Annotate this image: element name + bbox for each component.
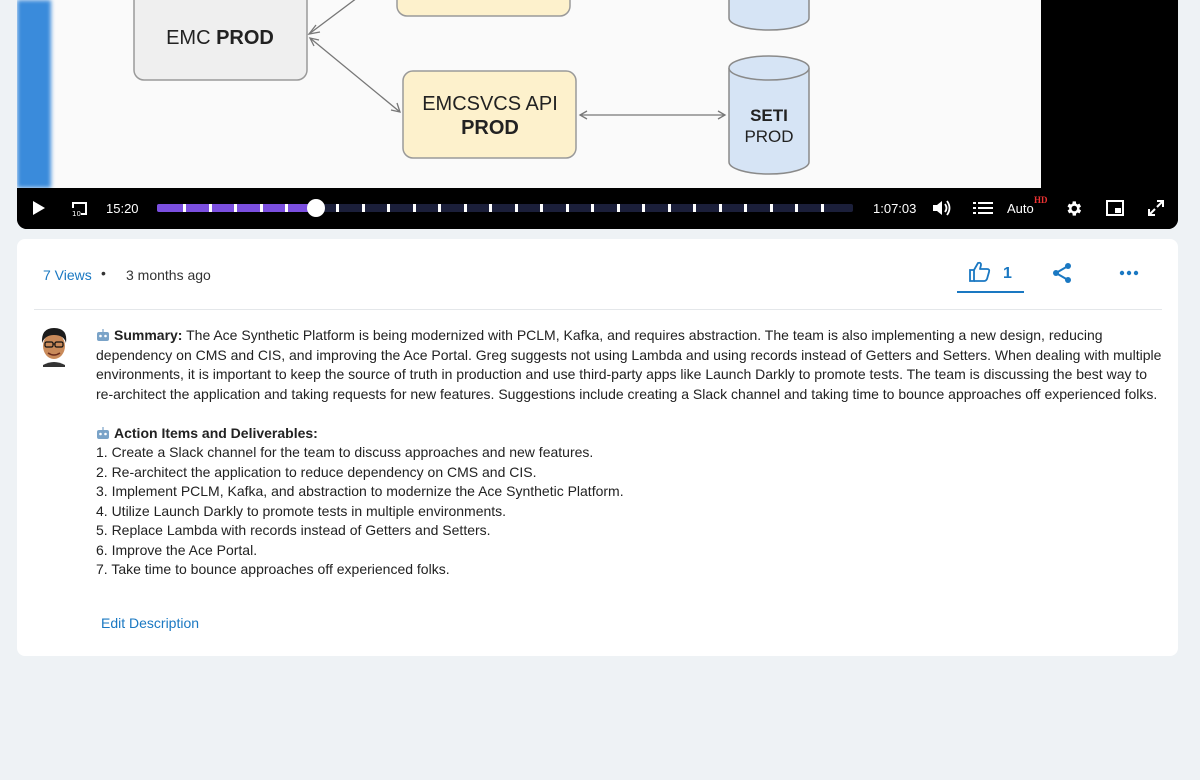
emc-prod-label: EMC PROD (166, 27, 274, 49)
chapter-marker[interactable] (693, 204, 696, 212)
posted-date: 3 months ago (126, 267, 211, 283)
edit-description-link[interactable]: Edit Description (101, 615, 200, 631)
chapter-marker[interactable] (591, 204, 594, 212)
share-icon[interactable] (1050, 261, 1074, 285)
hd-badge: HD (1034, 195, 1048, 205)
robot-emoji-icon (96, 427, 110, 439)
video-details-card (17, 239, 1178, 656)
architecture-diagram (17, 0, 1041, 188)
chapter-marker[interactable] (617, 204, 620, 212)
chapter-marker[interactable] (260, 204, 263, 212)
progress-bar[interactable] (157, 204, 853, 212)
action-item: 4. Utilize Launch Darkly to promote tests in multiple environments. (96, 502, 507, 519)
player-controls (17, 188, 1178, 229)
chapter-marker[interactable] (285, 204, 288, 212)
chapter-marker[interactable] (362, 204, 365, 212)
chapter-marker[interactable] (387, 204, 390, 212)
seti-label: SETI (750, 106, 788, 125)
action-item: 2. Re-architect the application to reduce dependency on CMS and CIS. (96, 463, 537, 480)
description (96, 326, 1166, 580)
chapter-marker[interactable] (515, 204, 518, 212)
robot-emoji-icon (96, 329, 110, 341)
chapters-icon[interactable] (973, 201, 993, 215)
action-items-heading (96, 424, 1166, 444)
action-item: 3. Implement PCLM, Kafka, and abstraction to modernize the Ace Synthetic Platform. (96, 483, 624, 499)
chapter-marker[interactable] (566, 204, 569, 212)
views-count[interactable]: 7 Views (43, 267, 92, 283)
video-frame[interactable] (17, 0, 1041, 188)
chapter-marker[interactable] (719, 204, 722, 212)
meta-row (17, 239, 1178, 309)
duration: 1:07:03 (873, 201, 917, 216)
arrow-emc-to-top (309, 0, 357, 34)
action-item: 7. Take time to bounce approaches off experienced folks. (96, 561, 450, 577)
emcsvcs-api-label: EMCSVCS API (422, 93, 558, 115)
progress-knob[interactable] (307, 199, 325, 217)
chapter-marker[interactable] (413, 204, 416, 212)
chapter-marker[interactable] (642, 204, 645, 212)
seti-env: PROD (744, 127, 794, 146)
action-item: 6. Improve the Ace Portal. (96, 541, 258, 558)
chapter-marker[interactable] (183, 204, 186, 212)
summary-paragraph (96, 326, 1166, 404)
summary-label: Summary: (114, 327, 183, 343)
chapter-marker[interactable] (489, 204, 492, 212)
meta-separator: • (101, 265, 106, 281)
chapter-marker[interactable] (795, 204, 798, 212)
fullscreen-icon[interactable] (1147, 199, 1165, 217)
chapter-marker[interactable] (770, 204, 773, 212)
like-count: 1 (1003, 265, 1012, 282)
rewind-10-icon[interactable] (69, 199, 89, 217)
chapter-marker[interactable] (438, 204, 441, 212)
partial-top-box (397, 0, 570, 16)
divider (34, 309, 1162, 310)
action-item: 5. Replace Lambda with records instead of Getters and Setters. (96, 522, 491, 538)
video-player[interactable] (17, 0, 1178, 229)
svg-text:10: 10 (72, 210, 81, 217)
settings-gear-icon[interactable] (1064, 199, 1083, 218)
quality-selector[interactable]: Auto (1007, 201, 1034, 216)
chapter-marker[interactable] (821, 204, 824, 212)
slide-side-stripe (17, 0, 51, 188)
chapter-marker[interactable] (744, 204, 747, 212)
more-options-icon[interactable] (1117, 263, 1141, 283)
picture-in-picture-icon[interactable] (1106, 200, 1124, 216)
avatar[interactable] (37, 325, 71, 367)
chapter-marker[interactable] (336, 204, 339, 212)
action-items-label: Action Items and Deliverables: (114, 424, 318, 441)
volume-icon[interactable] (931, 199, 951, 217)
play-icon[interactable] (31, 200, 47, 216)
partial-top-cylinder (729, 0, 809, 30)
arrow-emc-to-api (310, 38, 400, 112)
chapter-marker[interactable] (234, 204, 237, 212)
chapter-marker[interactable] (464, 204, 467, 212)
action-item: 1. Create a Slack channel for the team to discuss approaches and new features. (96, 444, 594, 460)
thumbs-up-icon (968, 260, 992, 284)
chapter-marker[interactable] (668, 204, 671, 212)
current-time: 15:20 (106, 201, 139, 216)
summary-text: The Ace Synthetic Platform is being modernized with PCLM, Kafka, and requires abstraction. The team is also implementing a new design, reducing dependency on CMS and CIS, and improving the Ace Portal. Greg suggests not using Lambda and using records instead of Getters and Setters. When dealing with multiple environments, it is important to keep the source of truth in production and use third-party apps like Launch Darkly to promote tests. The team is discussing the best way to re-architect the application and taking requests for new features. Suggestions include creating a Slack channel and taking time to bounce approaches off experienced folks. (96, 327, 1162, 402)
like-button[interactable] (957, 255, 1024, 293)
chapter-marker[interactable] (209, 204, 212, 212)
chapter-marker[interactable] (540, 204, 543, 212)
emcsvcs-api-env: PROD (461, 117, 519, 139)
